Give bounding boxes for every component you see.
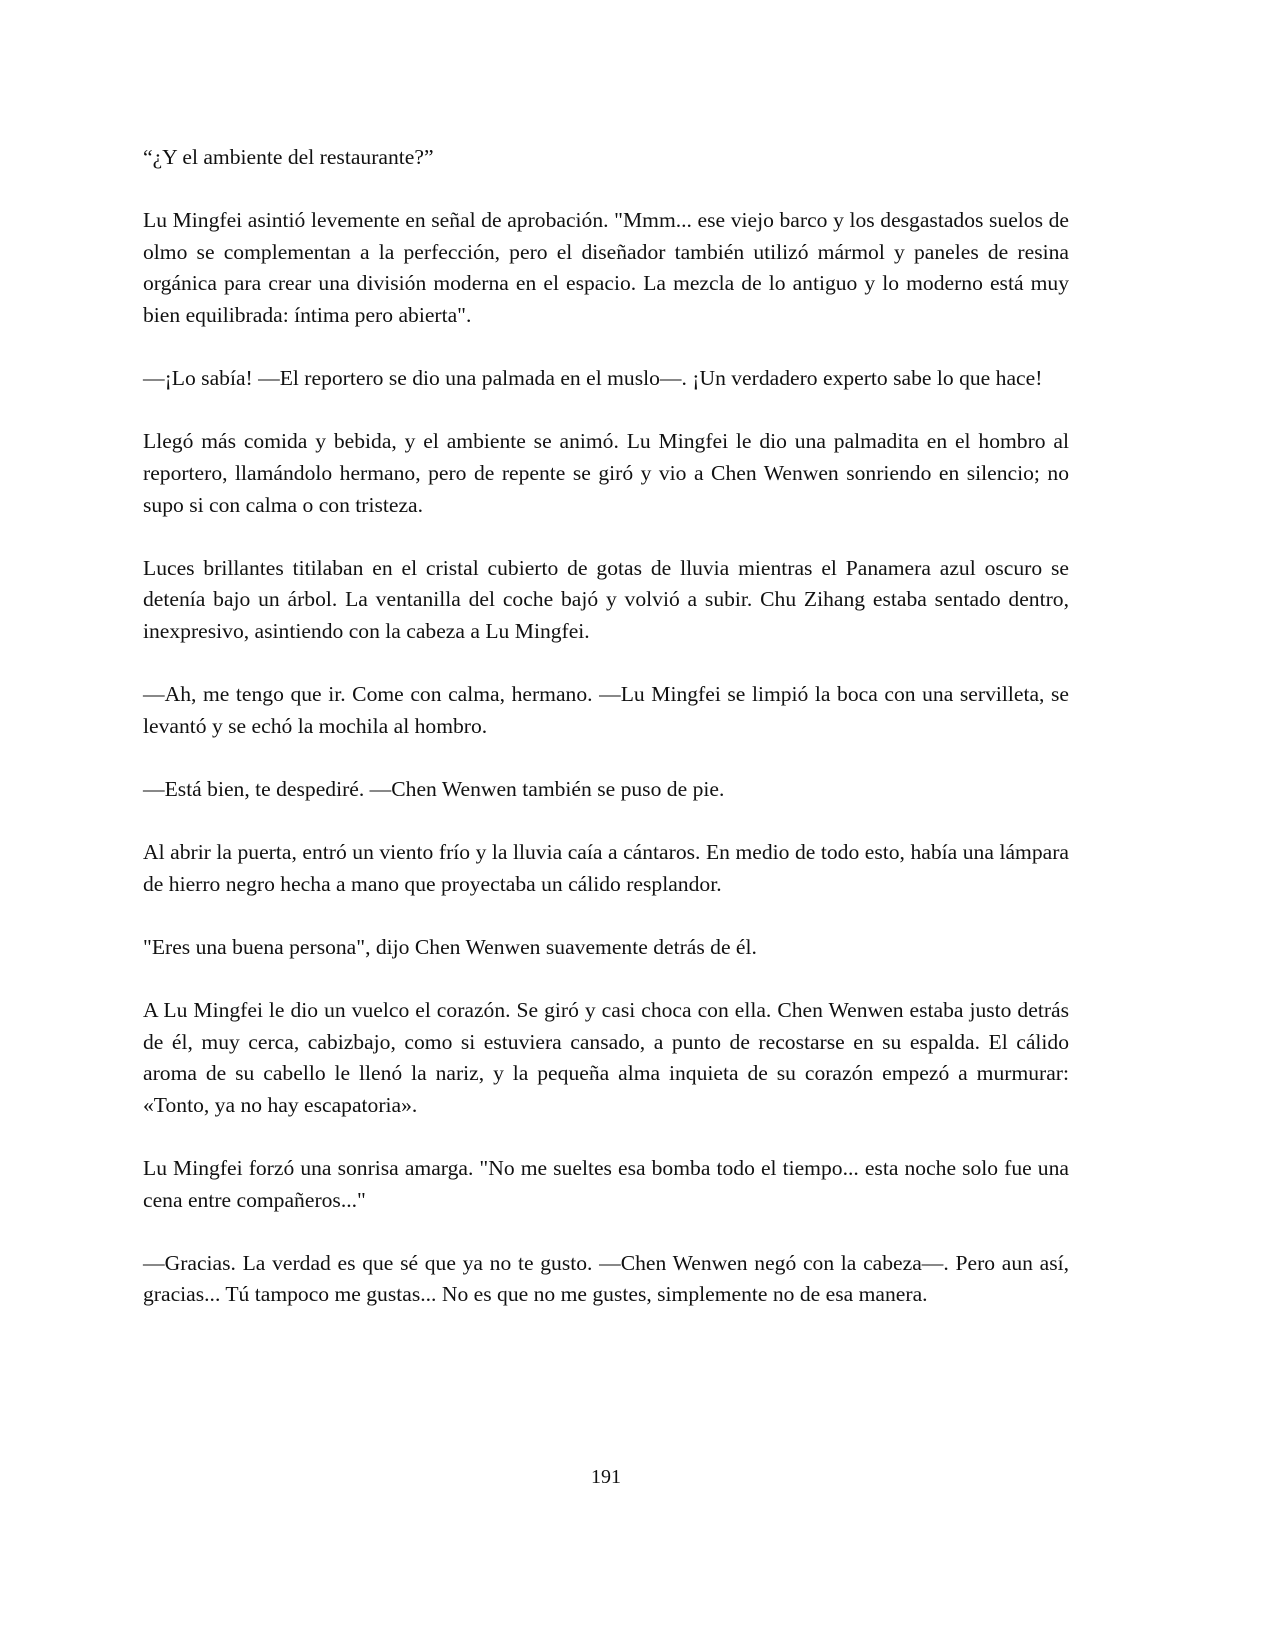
paragraph: —Está bien, te despediré. —Chen Wenwen también se puso de pie. bbox=[143, 776, 725, 801]
paragraph: Al abrir la puerta, entró un viento frío y la lluvia caía a cántaros. En medio de todo esto, había una lámpara de hierro negro hecha a mano que proyectaba un cálido resplandor. bbox=[143, 840, 1069, 896]
paragraph: Llegó más comida y bebida, y el ambiente se animó. Lu Mingfei le dio una palmadita en el hombro al reportero, llamándolo hermano, pero de repente se giró y vio a Chen Wenwen sonriendo en silencio; no supo si con calma o con tristeza. bbox=[143, 429, 1069, 517]
page-body bbox=[143, 142, 1069, 1343]
paragraph: —¡Lo sabía! —El reportero se dio una palmada en el muslo—. ¡Un verdadero experto sabe lo que hace! bbox=[143, 366, 1043, 391]
paragraph: “¿Y el ambiente del restaurante?” bbox=[143, 145, 434, 169]
page-number: 191 bbox=[591, 1466, 621, 1488]
paragraph: —Gracias. La verdad es que sé que ya no te gusto. —Chen Wenwen negó con la cabeza—. Pero aun así, gracias... Tú tampoco me gustas... No es que no me gustes, simplemente no de esa manera. bbox=[143, 1250, 1069, 1307]
paragraph: "Eres una buena persona", dijo Chen Wenwen suavemente detrás de él. bbox=[143, 934, 757, 959]
paragraph: —Ah, me tengo que ir. Come con calma, hermano. —Lu Mingfei se limpió la boca con una servilleta, se levantó y se echó la mochila al hombro. bbox=[143, 682, 1069, 738]
paragraph: Lu Mingfei forzó una sonrisa amarga. "No me sueltes esa bomba todo el tiempo... esta noche solo fue una cena entre compañeros..." bbox=[143, 1156, 1069, 1212]
paragraph: A Lu Mingfei le dio un vuelco el corazón. Se giró y casi choca con ella. Chen Wenwen estaba justo detrás de él, muy cerca, cabizbajo, como si estuviera cansado, a punto de recostarse en su espalda. El cálido aroma de su cabello le llenó la nariz, y la pequeña alma inquieta de su corazón empezó a murmurar: «Tonto, ya no hay escapatoria». bbox=[143, 998, 1069, 1117]
paragraph: Lu Mingfei asintió levemente en señal de aprobación. "Mmm... ese viejo barco y los desgastados suelos de olmo se complementan a la perfección, pero el diseñador también utilizó mármol y paneles de resina orgánica para crear una división moderna en el espacio. La mezcla de lo antiguo y lo moderno está muy bien equilibrada: íntima pero abierta". bbox=[143, 208, 1069, 327]
paragraph: Luces brillantes titilaban en el cristal cubierto de gotas de lluvia mientras el Panamera azul oscuro se detenía bajo un árbol. La ventanilla del coche bajó y volvió a subir. Chu Zihang estaba sentado dentro, inexpresivo, asintiendo con la cabeza a Lu Mingfei. bbox=[143, 555, 1069, 643]
